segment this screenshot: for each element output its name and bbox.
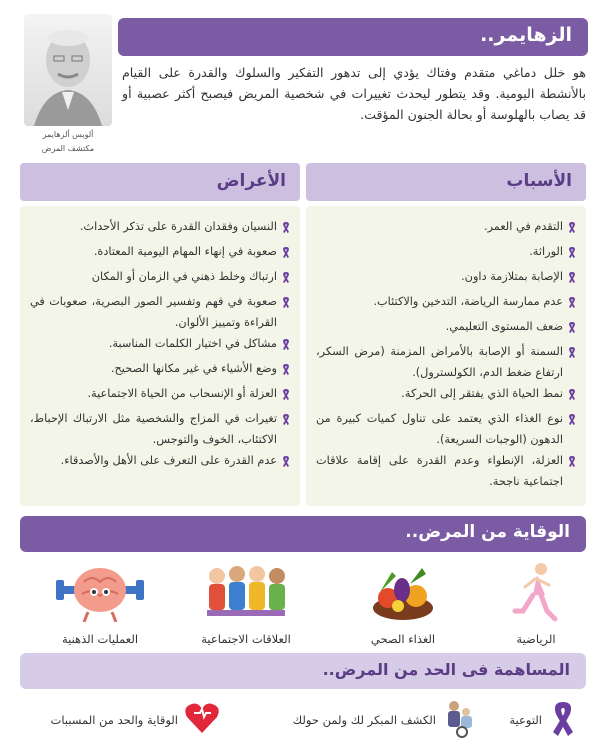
ribbon-bullet-icon — [568, 220, 576, 241]
symptoms-item — [30, 408, 290, 450]
ribbon-bullet-icon — [282, 454, 290, 475]
ribbon-bullet-icon — [568, 345, 576, 366]
contribution-label: الوقاية والحد من المسببات — [50, 713, 178, 727]
contribution-label: التوعية — [509, 713, 542, 727]
prevention-label: الرياضية — [516, 632, 556, 646]
prevention-item-mental — [30, 560, 170, 646]
vegetables-icon — [333, 560, 473, 626]
symptoms-item-text: مشاكل في اختيار الكلمات المناسبة. — [108, 337, 277, 350]
portrait — [22, 14, 114, 154]
ribbon-bullet-icon — [568, 454, 576, 475]
ribbon-bullet-icon — [568, 387, 576, 408]
contribution-item-prevention — [51, 700, 220, 740]
prevention-label: العلاقات الاجتماعية — [201, 632, 291, 646]
runner-icon — [466, 560, 600, 626]
causes-list — [316, 216, 576, 492]
symptoms-item-text: النسيان وفقدان القدرة على تذكر الأحداث. — [79, 220, 277, 233]
purple-ribbon-icon — [548, 698, 578, 742]
page-title: الزهايمر.. — [118, 18, 588, 56]
prevention-item-food — [333, 560, 473, 646]
prevention-label: الغذاء الصحي — [370, 632, 436, 646]
ribbon-bullet-icon — [282, 295, 290, 316]
prevention-item-sport — [466, 560, 600, 646]
causes-item — [316, 266, 576, 291]
causes-item — [316, 408, 576, 450]
causes-item-text: السمنة أو الإصابة بالأمراض المزمنة (مرض السكر، ارتفاع ضغط الدم، الكولسترول). — [316, 345, 563, 379]
causes-item — [316, 241, 576, 266]
ribbon-bullet-icon — [282, 412, 290, 433]
symptoms-item-text: صعوبة في إنهاء المهام اليومية المعتادة. — [93, 245, 277, 258]
causes-item — [316, 383, 576, 408]
ribbon-bullet-icon — [282, 337, 290, 358]
causes-item — [316, 216, 576, 241]
symptoms-item-text: تغيرات في المزاج والشخصية مثل الارتباك الإحباط، الاكتئاب، الخوف والتوجس. — [30, 412, 277, 446]
ribbon-bullet-icon — [568, 412, 576, 433]
symptoms-item — [30, 450, 290, 475]
causes-item-text: ضعف المستوى التعليمي. — [445, 320, 563, 333]
contribution-item-awareness — [509, 700, 578, 740]
heart-icon — [184, 701, 220, 739]
symptoms-item — [30, 216, 290, 241]
causes-item-text: الإصابة بمتلازمة داون. — [461, 270, 563, 283]
ribbon-bullet-icon — [568, 270, 576, 291]
symptoms-item-text: عدم القدرة على التعرف على الأهل والأصدقاء. — [60, 454, 277, 467]
causes-item — [316, 450, 576, 492]
contribution-heading: المساهمة فى الحد من المرض.. — [20, 653, 586, 689]
symptoms-list — [30, 216, 290, 475]
symptoms-item — [30, 383, 290, 408]
causes-item-text: الوراثة. — [529, 245, 563, 258]
prevention-item-social — [176, 560, 316, 646]
causes-item-text: نوع الغذاء الذي يعتمد على تناول كميات كبيرة من الدهون (الوجبات السريعة). — [316, 412, 563, 446]
symptoms-item-text: العزلة أو الإنسحاب من الحياة الاجتماعية. — [87, 387, 277, 400]
ribbon-bullet-icon — [282, 245, 290, 266]
caregiver-icon — [442, 698, 476, 742]
contribution-label: الكشف المبكر لك ولمن حولك — [292, 713, 436, 727]
causes-panel — [306, 206, 586, 506]
causes-item-text: عدم ممارسة الرياضة، التدخين والاكتئاب. — [373, 295, 563, 308]
symptoms-item-text: ارتباك وخلط ذهني في الزمان أو المكان — [91, 270, 277, 283]
causes-item — [316, 341, 576, 383]
ribbon-bullet-icon — [282, 362, 290, 383]
causes-item-text: العزلة، الإنطواء وعدم القدرة على إقامة علاقات اجتماعية ناجحة. — [316, 454, 563, 488]
causes-heading: الأسباب — [306, 163, 586, 201]
causes-item-text: نمط الحياة الذي يفتقر إلى الحركة. — [401, 387, 563, 400]
symptoms-item — [30, 266, 290, 291]
portrait-caption-role: مكتشف المرض — [41, 144, 95, 153]
prevention-heading: الوقاية من المرض.. — [20, 516, 586, 552]
ribbon-bullet-icon — [568, 320, 576, 341]
causes-item — [316, 291, 576, 316]
people-group-icon — [176, 560, 316, 626]
portrait-caption-name: ألويس ألزهايمر — [42, 130, 94, 139]
symptoms-item-text: صعوبة في فهم وتفسير الصور البصرية، صعوبات في القراءة وتمييز الألوان. — [30, 295, 277, 329]
symptoms-panel — [20, 206, 300, 506]
prevention-label: العمليات الذهنية — [61, 632, 139, 646]
contribution-item-early-detection — [293, 700, 476, 740]
ribbon-bullet-icon — [568, 245, 576, 266]
brain-exercise-icon — [30, 560, 170, 626]
symptoms-item — [30, 241, 290, 266]
causes-item-text: التقدم في العمر. — [483, 220, 563, 233]
portrait-photo — [24, 14, 112, 126]
symptoms-heading: الأعراض — [20, 163, 300, 201]
symptoms-item-text: وضع الأشياء في غير مكانها الصحيح. — [110, 362, 277, 375]
ribbon-bullet-icon — [282, 270, 290, 291]
symptoms-item — [30, 358, 290, 383]
ribbon-bullet-icon — [568, 295, 576, 316]
causes-item — [316, 316, 576, 341]
intro-text: هو خلل دماغي متقدم وفتاك يؤدي إلى تدهور التفكير والسلوك والقدرة على القيام بالأنشطة اليومية. وقد يتطور ليحدث تغييرات في شخصية المريض فيصبح أكثر عصبية أو قد يصاب بالهلوسة أو بحالة الجنون المؤقت. — [122, 65, 586, 122]
symptoms-item — [30, 291, 290, 333]
ribbon-bullet-icon — [282, 220, 290, 241]
ribbon-bullet-icon — [282, 387, 290, 408]
symptoms-item — [30, 333, 290, 358]
